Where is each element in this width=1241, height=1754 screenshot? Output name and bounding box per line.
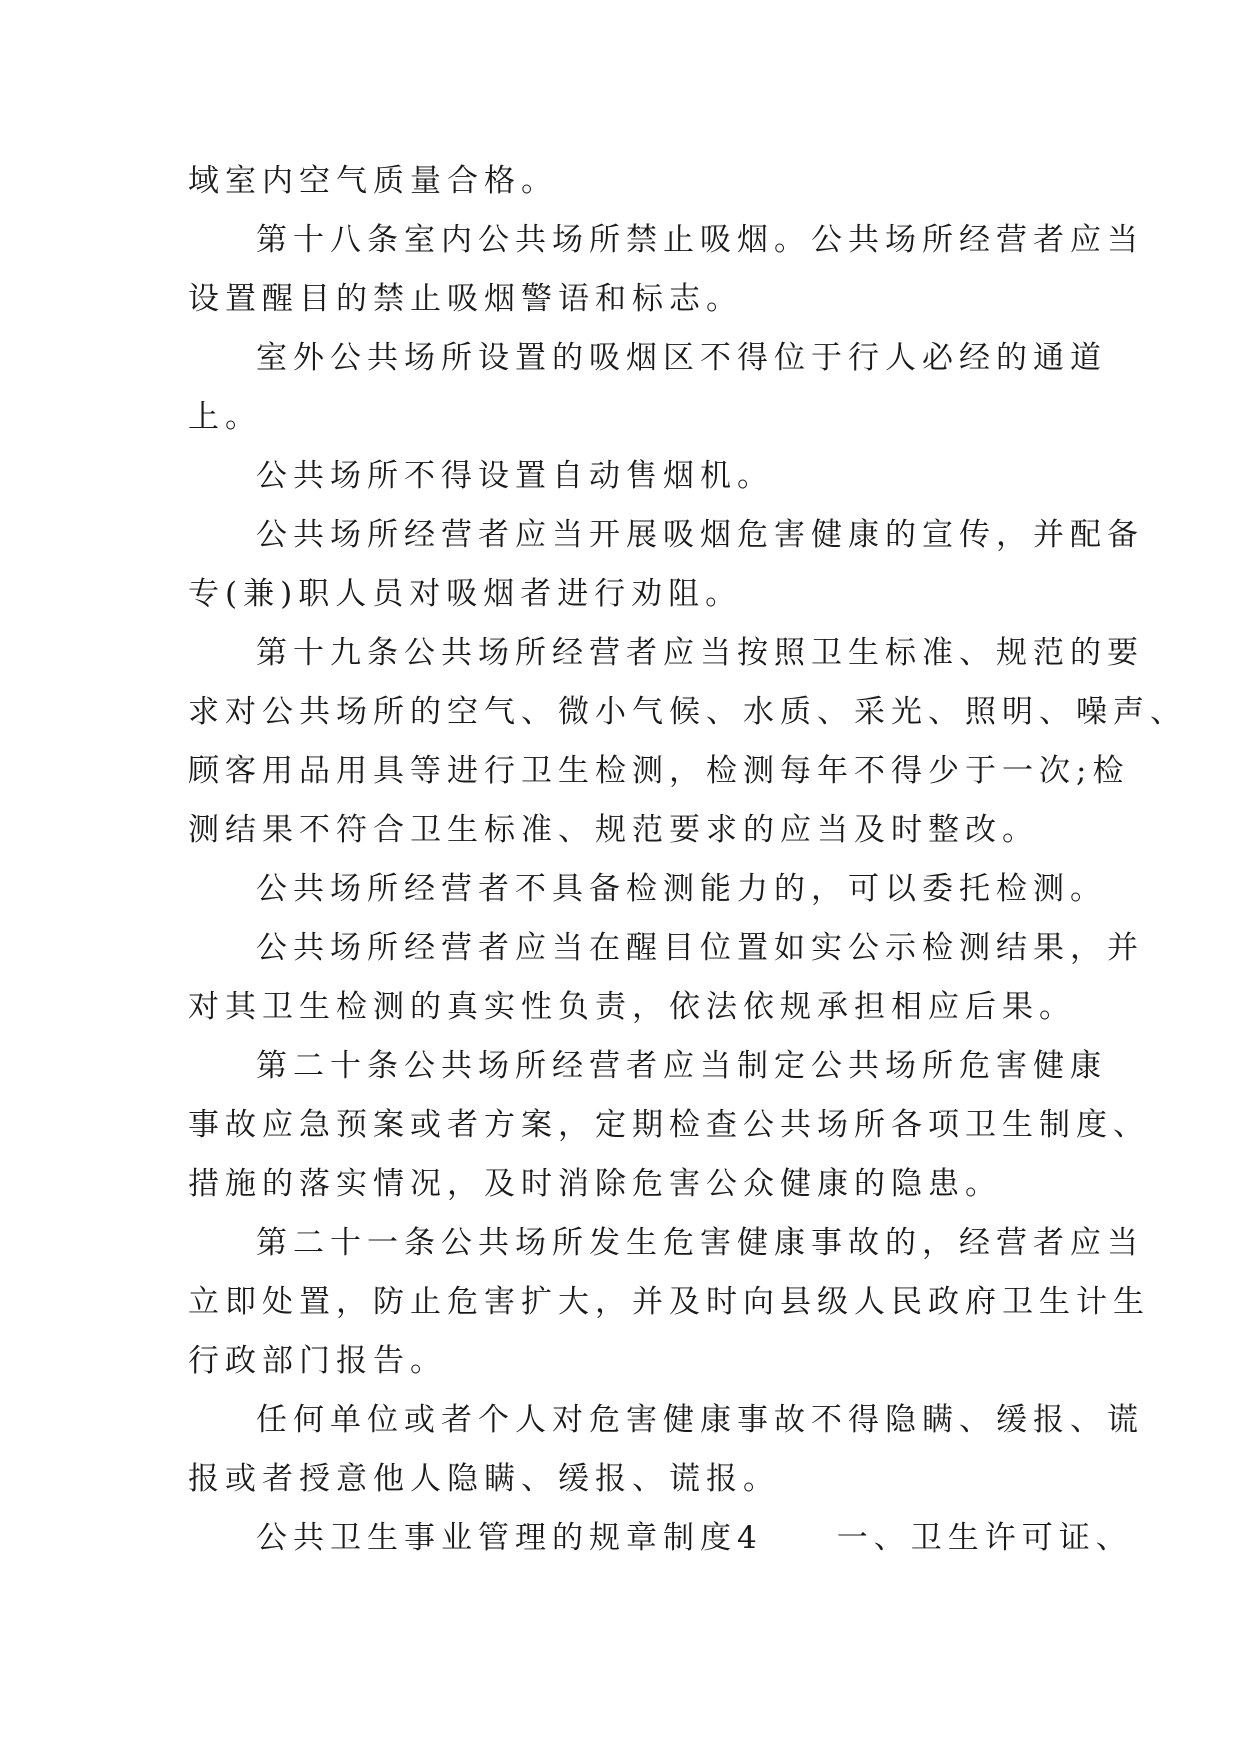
text-line: 上。: [188, 399, 262, 435]
text-line: 第十九条公共场所经营者应当按照卫生标准、规范的要: [256, 635, 1144, 671]
text-line: 室外公共场所设置的吸烟区不得位于行人必经的通道: [256, 340, 1107, 376]
text-line: 立即处置，防止危害扩大，并及时向县级人民政府卫生计生: [188, 1284, 1150, 1320]
text-line: 域室内空气质量合格。: [188, 163, 558, 199]
text-line: 公共场所经营者不具备检测能力的，可以委托检测。: [256, 871, 1107, 907]
text-line: 顾客用品用具等进行卫生检测，检测每年不得少于一次;检: [188, 753, 1130, 789]
text-line: 第十八条室内公共场所禁止吸烟。公共场所经营者应当: [256, 222, 1144, 258]
text-line: 第二十一条公共场所发生危害健康事故的，经营者应当: [256, 1225, 1144, 1261]
document-body: [188, 152, 1187, 1568]
text-line: 专(兼)职人员对吸烟者进行劝阻。: [188, 576, 743, 612]
text-line: 公共场所不得设置自动售烟机。: [256, 458, 774, 494]
text-line: 公共场所经营者应当在醒目位置如实公示检测结果，并: [256, 930, 1144, 966]
text-line: 求对公共场所的空气、微小气候、水质、采光、照明、噪声、: [188, 694, 1187, 730]
text-line: 任何单位或者个人对危害健康事故不得隐瞒、缓报、谎: [256, 1402, 1144, 1438]
text-line: 测结果不符合卫生标准、规范要求的应当及时整改。: [188, 812, 1039, 848]
text-line: 行政部门报告。: [188, 1343, 447, 1379]
text-line: 第二十条公共场所经营者应当制定公共场所危害健康: [256, 1048, 1107, 1084]
text-line: 对其卫生检测的真实性负责，依法依规承担相应后果。: [188, 989, 1076, 1025]
text-line: 措施的落实情况，及时消除危害公众健康的隐患。: [188, 1166, 1002, 1202]
text-line: 公共场所经营者应当开展吸烟危害健康的宣传，并配备: [256, 517, 1144, 553]
text-line: 公共卫生事业管理的规章制度4 一、卫生许可证、: [256, 1520, 1133, 1556]
text-line: 设置醒目的禁止吸烟警语和标志。: [188, 281, 743, 317]
text-line: 报或者授意他人隐瞒、缓报、谎报。: [188, 1461, 780, 1497]
text-line: 事故应急预案或者方案，定期检查公共场所各项卫生制度、: [188, 1107, 1150, 1143]
